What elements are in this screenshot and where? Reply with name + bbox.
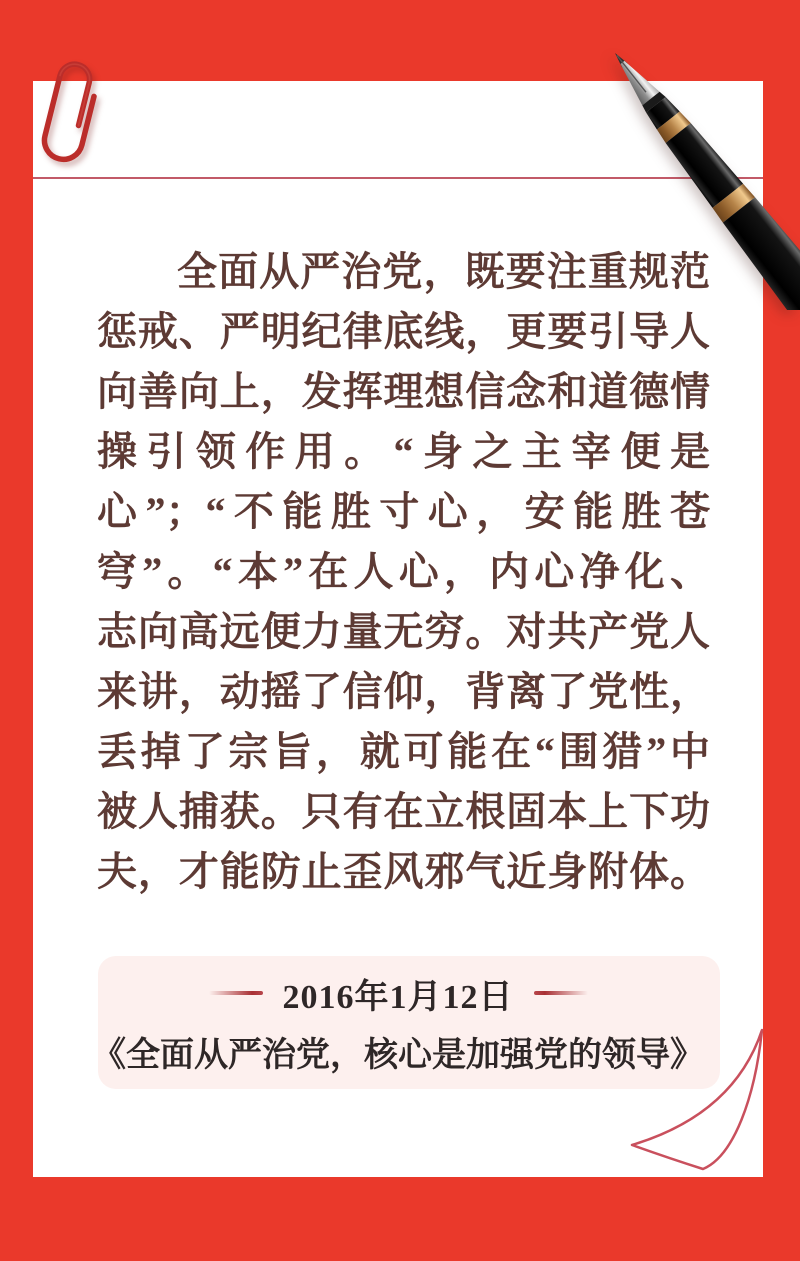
- quote-line: 心”；“不能胜寸心，安能胜苍: [97, 489, 710, 534]
- quote-line: 操引领作用。“身之主宰便是: [97, 429, 710, 474]
- page-curl-icon: [620, 1022, 768, 1174]
- quote-line: 惩戒、严明纪律底线，更要引导人: [97, 309, 710, 354]
- quote-line: 全面从严治党，既要注重规范: [177, 249, 710, 294]
- date-dash-right: [534, 991, 588, 995]
- quote-line: 穹”。“本”在人心，内心净化、: [97, 549, 710, 594]
- quote-line: 向善向上，发挥理想信念和道德情: [97, 369, 710, 414]
- quote-line: 被人捕获。只有在立根固本上下功: [97, 789, 710, 834]
- date-dash-left: [209, 991, 263, 995]
- quote-line: 夫，才能防止歪风邪气近身附体。: [97, 849, 710, 894]
- quote-line: 来讲，动摇了信仰，背离了党性，: [97, 669, 710, 714]
- paperclip-icon: [40, 45, 124, 185]
- quote-line: 丢掉了宗旨，就可能在“围猎”中: [97, 729, 710, 774]
- quote-date: 2016年1月12日: [282, 978, 514, 1016]
- quote-text-block: [97, 242, 710, 902]
- quote-line: 志向高远便力量无穷。对共产党人: [97, 609, 710, 654]
- date-row: [33, 971, 763, 1015]
- fountain-pen-icon: [555, 10, 800, 310]
- quote-source-title: 《全面从严治党，核心是加强党的领导》: [92, 1037, 704, 1074]
